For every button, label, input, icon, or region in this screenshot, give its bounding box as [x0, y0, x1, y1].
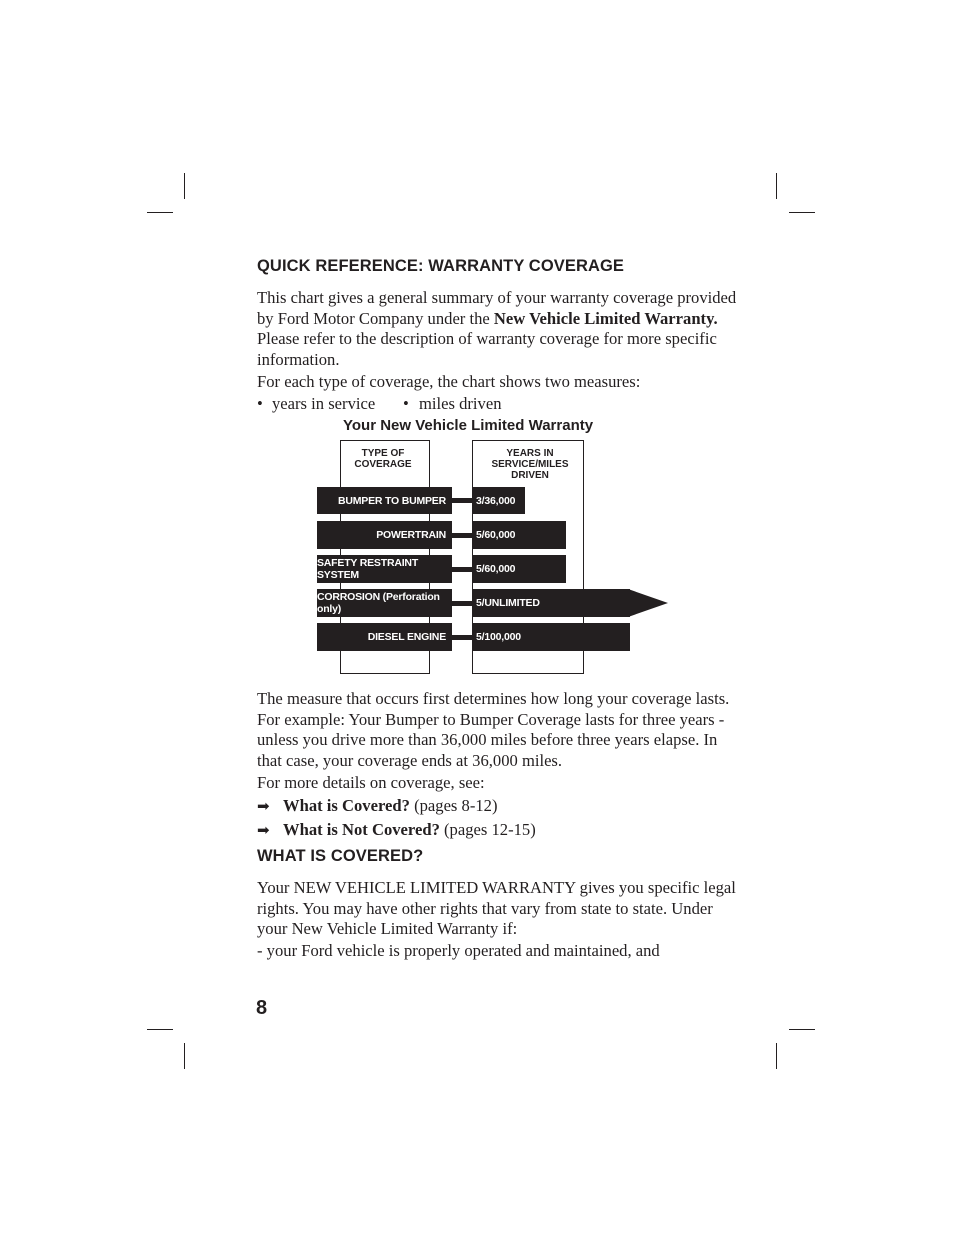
link-label: What is Covered? — [283, 796, 410, 815]
crop-mark — [184, 1043, 185, 1069]
connector — [452, 567, 472, 572]
connector — [452, 498, 472, 503]
coverage-value-bar: 3/36,000 — [472, 487, 525, 514]
section-paragraph: Your NEW VEHICLE LIMITED WARRANTY gives you specific legal rights. You may have other rights that vary from state to state. Under your New Vehicle Limited Warranty if: — [257, 878, 736, 939]
bullet-item: years in service — [272, 394, 376, 413]
connector — [452, 635, 472, 640]
coverage-type-bar: SAFETY RESTRAINT SYSTEM — [317, 555, 452, 583]
arrow-right-icon: ➡ — [257, 797, 270, 815]
connector — [452, 533, 472, 538]
reference-link[interactable] — [257, 796, 497, 816]
coverage-value-bar: 5/100,000 — [472, 623, 630, 651]
chart-title: Your New Vehicle Limited Warranty — [343, 417, 594, 434]
intro-text: This chart gives a general summary of your warranty coverage provided by Ford Motor Company under the — [257, 288, 737, 328]
measures-intro: For each type of coverage, the chart shows two measures: — [257, 372, 641, 391]
crop-mark — [789, 1029, 815, 1030]
coverage-type-bar: CORROSION (Perforation only) — [317, 589, 452, 617]
coverage-value-bar: 5/60,000 — [472, 521, 566, 549]
section-heading: WHAT IS COVERED? — [257, 847, 424, 865]
coverage-type-bar: DIESEL ENGINE — [317, 623, 452, 651]
link-label: What is Not Covered? — [283, 820, 440, 839]
intro-paragraph — [257, 288, 737, 370]
crop-mark — [147, 1029, 173, 1030]
crop-mark — [776, 1043, 777, 1069]
page-number: 8 — [256, 997, 268, 1019]
coverage-value-bar: 5/60,000 — [472, 555, 566, 583]
bullet-item: miles driven — [419, 394, 502, 413]
left-column-header: TYPE OF COVERAGE — [354, 448, 412, 470]
right-column-header: YEARS IN SERVICE/MILES DRIVEN — [491, 448, 569, 481]
link-pages: (pages 12-15) — [444, 820, 536, 839]
crop-mark — [776, 173, 777, 199]
arrow-right-icon: ➡ — [257, 821, 270, 839]
bullet-icon: • — [403, 394, 409, 413]
unlimited-arrow-icon — [628, 589, 668, 617]
coverage-value-bar: 5/UNLIMITED — [472, 589, 630, 617]
intro-bold: New Vehicle Limited Warranty. — [493, 308, 718, 328]
crop-mark — [184, 173, 185, 199]
bullet-icon: • — [257, 394, 263, 413]
intro-text-end: Please refer to the description of warranty coverage for more specific information. — [257, 329, 717, 369]
section-heading: QUICK REFERENCE: WARRANTY COVERAGE — [257, 257, 625, 275]
crop-mark — [789, 212, 815, 213]
coverage-type-bar: POWERTRAIN — [317, 521, 452, 549]
see-more-text: For more details on coverage, see: — [257, 773, 485, 792]
explanation-paragraph: The measure that occurs first determines how long your coverage lasts. For example: Your Bumper to Bumper Coverage lasts for three years - unless you drive more than 36,000 miles before three years elapse. In that case, your coverage ends at 36,000 miles. — [257, 689, 730, 770]
list-item: - your Ford vehicle is properly operated and maintained, and — [257, 941, 660, 960]
coverage-type-bar: BUMPER TO BUMPER — [317, 487, 452, 514]
link-pages: (pages 8-12) — [414, 796, 498, 815]
reference-link[interactable] — [257, 820, 536, 840]
connector — [452, 601, 472, 606]
crop-mark — [147, 212, 173, 213]
